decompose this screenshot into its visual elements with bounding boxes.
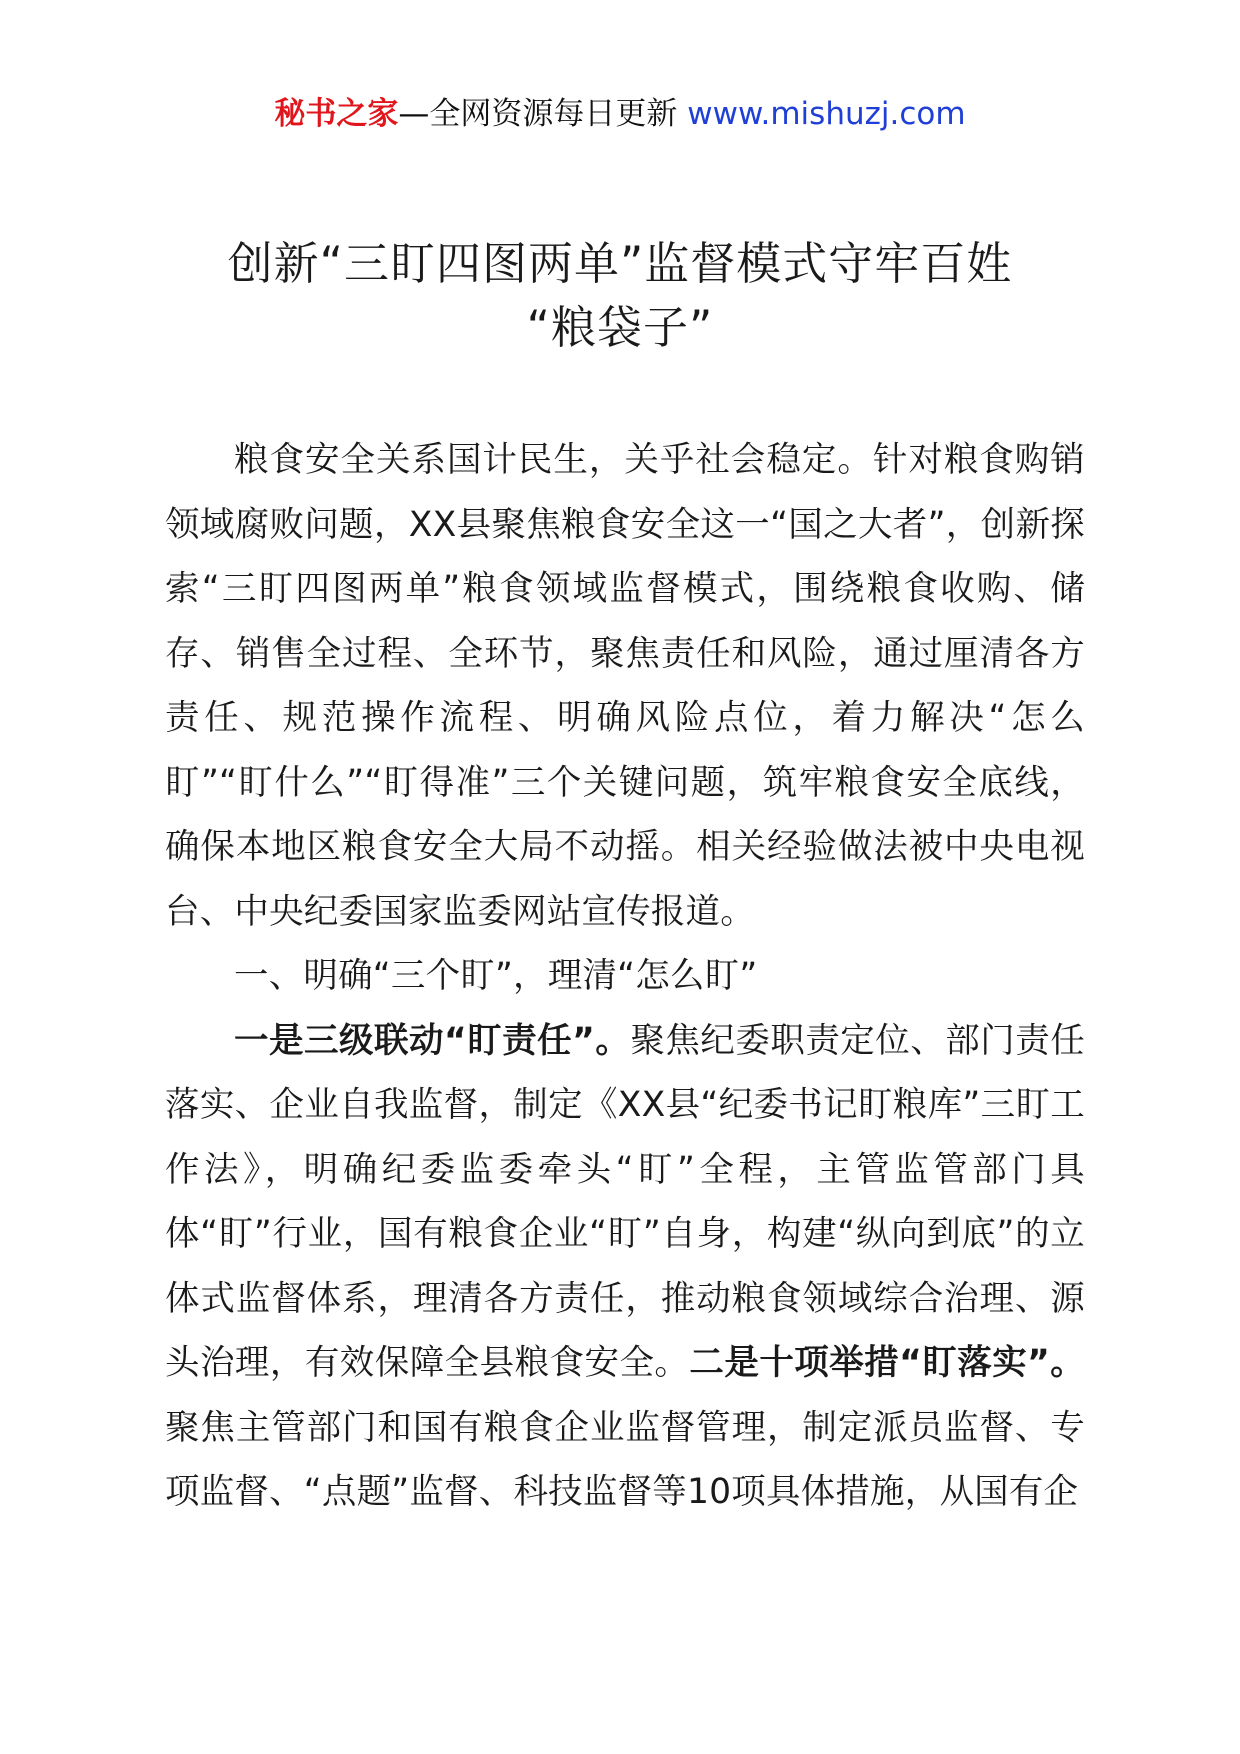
site-tagline: —全网资源每日更新: [398, 96, 688, 132]
body-paragraph: [165, 1009, 1085, 1525]
intro-paragraph: 粮食安全关系国计民生，关乎社会稳定。针对粮食购销领域腐败问题，XX县聚焦粮食安全这一“国之大者”，创新探索“三盯四图两单”粮食领域监督模式，围绕粮食收购、储存、销售全过程、全环节，聚焦责任和风险，通过厘清各方责任、规范操作流程、明确风险点位，着力解决“怎么盯”“盯什么”“盯得准”三个关键问题，筑牢粮食安全底线，确保本地区粮食安全大局不动摇。相关经验做法被中央电视台、中央纪委国家监委网站宣传报道。: [165, 440, 1085, 932]
point-text-2: 聚焦主管部门和国有粮食企业监督管理，制定派员监督、专项监督、“点题”监督、科技监督等10项具体措施，从国有企: [165, 1407, 1085, 1512]
point-text-1: 聚焦纪委职责定位、部门责任落实、企业自我监督，制定《XX县“纪委书记盯粮库”三盯工作法》，明确纪委监委牵头“盯”全程，主管监管部门具体“盯”行业，国有粮食企业“盯”自身，构建“纵向到底”的立体式监督体系，理清各方责任，推动粮食领域综合治理、源头治理，有效保障全县粮食安全。: [165, 1020, 1085, 1383]
document-title: [150, 232, 1090, 360]
point-heading-1: 一是三级联动“盯责任”。: [234, 1020, 631, 1061]
section-heading: 一、明确“三个盯”，理清“怎么盯”: [234, 956, 758, 996]
site-url-link[interactable]: www.mishuzj.com: [687, 96, 966, 132]
site-header: [0, 92, 1240, 136]
title-line-2: “粮袋子”: [526, 301, 714, 354]
site-brand: 秘书之家: [274, 96, 399, 132]
document-body: [165, 428, 1085, 1525]
point-heading-2: 二是十项举措“盯落实”。: [689, 1343, 1086, 1383]
title-line-1: 创新“三盯四图两单”监督模式守牢百姓: [227, 237, 1013, 290]
